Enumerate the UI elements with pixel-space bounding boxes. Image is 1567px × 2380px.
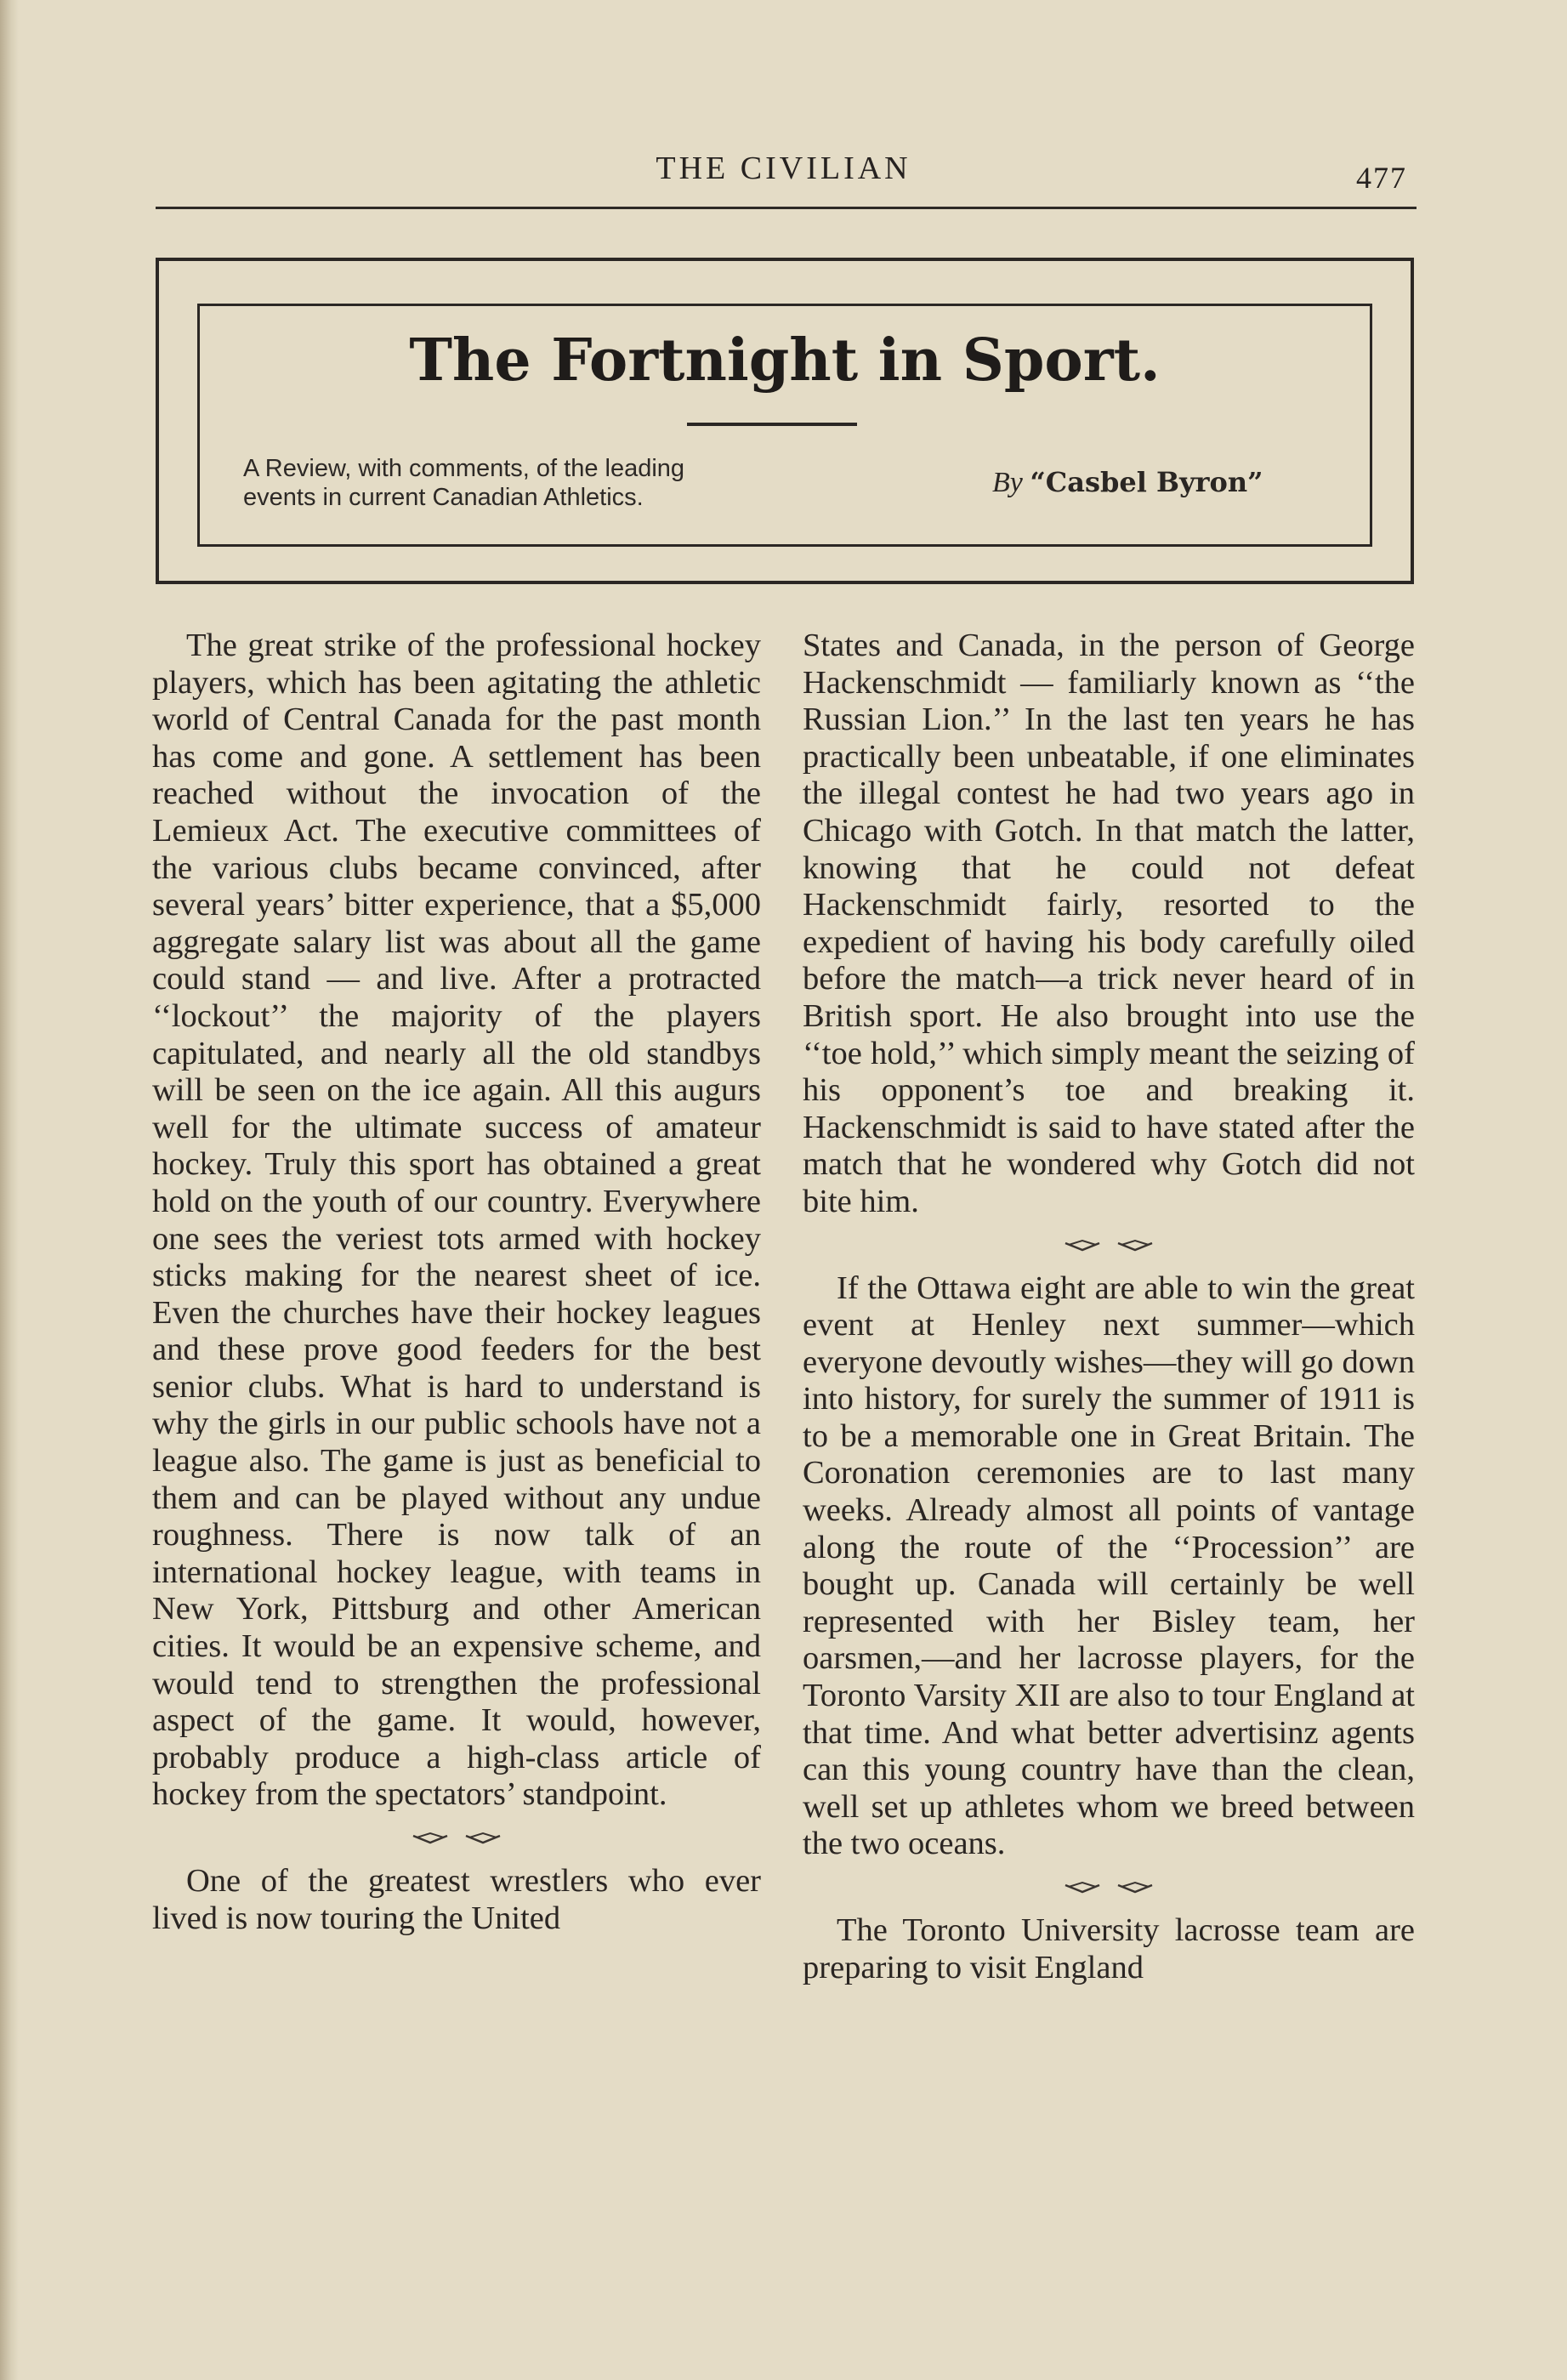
ottawa-henley-paragraph: If the Ottawa eight are able to win the great event at Henley next summer—which everyone devoutly wishes—they will go down into history, for surely the summer of 1911 is to be a memorable one in Great Britain. The Coronation ceremonies are to last many weeks. Already almost all points of vantage along the route of the ‘‘Procession’’ are bought up. Canada will certainly be well represented with her Bisley team, her oarsmen,—and her lacrosse players, for the Toronto Varsity XII are also to tour England at that time. And what better advertisinz agents can this young country have than the clean, well set up athletes whom we breed between the two oceans. (803, 1270, 1415, 1862)
ornament-icon (464, 1831, 502, 1846)
ornament-icon (1064, 1880, 1101, 1895)
running-head: THE CIVILIAN (656, 151, 911, 186)
section-divider (152, 1814, 761, 1863)
hockey-strike-paragraph: The great strike of the professional hockey players, which has been agitating the athletic world of Central Canada for the past month has come and gone. A settlement has been reached without the invocation of the Lemieux Act. The executive committees of the various clubs became convinced, after several years’ bitter experience, that a $5,000 aggregate salary list was about all the game could stand — and live. After a protracted ‘‘lockout’’ the majority of the players capitulated, and nearly all the old standbys will be seen on the ice again. All this augurs well for the ultimate success of amateur hockey. Truly this sport has obtained a great hold on the youth of our country. Everywhere one sees the veriest tots armed with hockey sticks making for the nearest sheet of ice. Even the churches have their hockey leagues and these prove good feeders for the best senior clubs. What is hard to understand is why the girls in our public schools have not a league also. The game is just as beneficial to them and can be played without any undue roughness. There is now talk of an international hockey league, with teams in New York, Pittsburg and other American cities. It would be an expensive scheme, and would tend to strengthen the professional aspect of the game. It would, however, probably produce a high-class article of hockey from the spectators’ standpoint. (152, 628, 761, 1813)
hackenschmidt-paragraph: States and Canada, in the person of George Hackenschmidt — familiarly known as ‘‘the Russian Lion.’’ In the last ten years he has practically been unbeatable, if one eliminates the illegal contest he had two years ago in Chicago with Gotch. In that match the latter, knowing that he could not defeat Hackenschmidt fairly, resorted to the expedient of having his body carefully oiled before the match—a trick never heard of in British sport. He also brought into use the ‘‘toe hold,’’ which simply meant the seizing of his opponent’s toe and breaking it. Hackenschmidt is said to have stated after the match that he wondered why Gotch did not bite him. (803, 628, 1415, 1219)
header-rule (156, 207, 1417, 209)
ornament-icon (1064, 1238, 1101, 1253)
byline-prefix: By (992, 467, 1023, 498)
byline-author: “Casbel Byron” (1030, 466, 1263, 498)
page-binding-edge (0, 0, 19, 2380)
section-divider (803, 1863, 1415, 1912)
ornament-icon (1116, 1238, 1154, 1253)
wrestler-intro-paragraph: One of the greatest wrestlers who ever lived is now touring the United (152, 1863, 761, 1936)
title-underline-rule (687, 423, 857, 426)
section-subtitle (243, 454, 830, 512)
section-divider (803, 1221, 1415, 1270)
subtitle-line-1: A Review, with comments, of the leading (243, 455, 685, 482)
ornament-icon (412, 1831, 449, 1846)
subtitle-line-2: events in current Canadian Athletics. (243, 484, 644, 511)
ornament-icon (1116, 1880, 1154, 1895)
toronto-lacrosse-paragraph: The Toronto University lacrosse team are preparing to visit England (803, 1912, 1415, 1985)
byline (992, 466, 1263, 499)
right-column (803, 628, 1415, 1986)
page-number: 477 (1356, 161, 1407, 195)
section-title: The Fortnight in Sport. (409, 327, 1161, 395)
left-column (152, 628, 761, 1937)
